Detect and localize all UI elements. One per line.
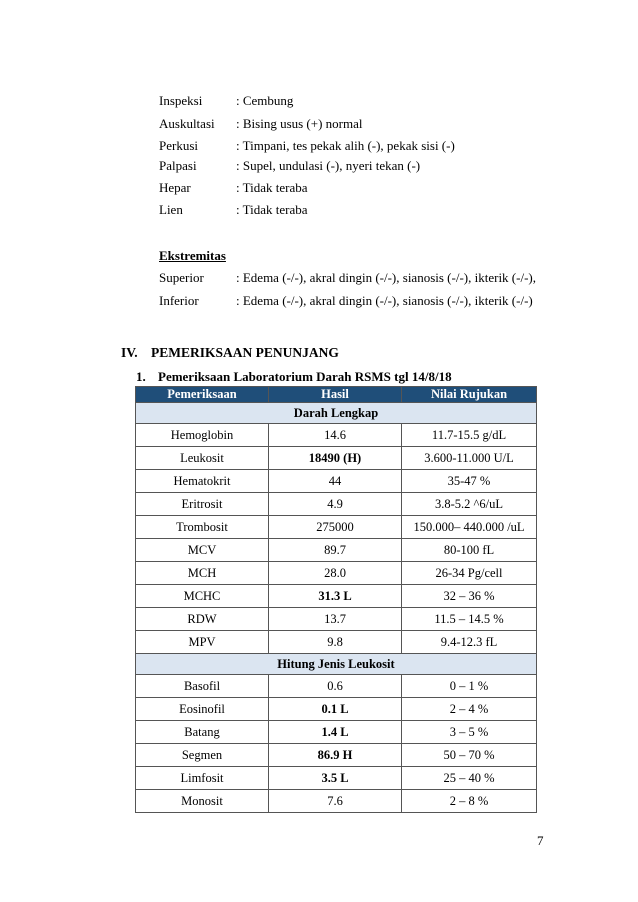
cell-reference: 9.4-12.3 fL <box>402 631 537 654</box>
cell-result: 14.6 <box>269 424 402 447</box>
section-number: IV. <box>121 345 138 360</box>
cell-result: 0.6 <box>269 675 402 698</box>
cell-result: 7.6 <box>269 790 402 813</box>
exam-label: Inspeksi <box>159 93 203 108</box>
exam-row-auskultasi <box>159 116 363 132</box>
cell-result: 13.7 <box>269 608 402 631</box>
cell-test: MCHC <box>136 585 269 608</box>
table-row <box>136 721 537 744</box>
exam-row-inspeksi <box>159 93 293 109</box>
cell-result: 0.1 L <box>269 698 402 721</box>
section-title: PEMERIKSAAN PENUNJANG <box>151 345 339 360</box>
cell-reference: 11.5 – 14.5 % <box>402 608 537 631</box>
cell-result: 28.0 <box>269 562 402 585</box>
cell-result: 9.8 <box>269 631 402 654</box>
table-row <box>136 631 537 654</box>
exam-label: Auskultasi <box>159 116 215 131</box>
header-nilai-rujukan: Nilai Rujukan <box>402 387 537 403</box>
table-row <box>136 698 537 721</box>
table-group-row <box>136 403 537 424</box>
exam-label: Perkusi <box>159 138 198 153</box>
exam-label: Palpasi <box>159 158 197 173</box>
cell-test: Limfosit <box>136 767 269 790</box>
cell-reference: 11.7-15.5 g/dL <box>402 424 537 447</box>
exam-value: : Timpani, tes pekak alih (-), pekak sisi (-) <box>236 138 455 153</box>
exam-row-hepar <box>159 180 308 196</box>
header-hasil: Hasil <box>269 387 402 403</box>
subsection-heading <box>136 369 452 385</box>
exam-row-superior <box>159 270 536 286</box>
cell-result: 18490 (H) <box>269 447 402 470</box>
cell-result: 4.9 <box>269 493 402 516</box>
table-row <box>136 470 537 493</box>
exam-value: : Cembung <box>236 93 294 108</box>
cell-reference: 35-47 % <box>402 470 537 493</box>
cell-test: Eosinofil <box>136 698 269 721</box>
cell-reference: 3.8-5.2 ^6/uL <box>402 493 537 516</box>
lab-table-body <box>136 403 537 813</box>
cell-reference: 32 – 36 % <box>402 585 537 608</box>
page-number: 7 <box>537 833 544 848</box>
cell-result: 86.9 H <box>269 744 402 767</box>
cell-reference: 150.000– 440.000 /uL <box>402 516 537 539</box>
group-title: Hitung Jenis Leukosit <box>136 654 537 675</box>
exam-value: : Tidak teraba <box>236 180 308 195</box>
cell-result: 44 <box>269 470 402 493</box>
cell-test: Trombosit <box>136 516 269 539</box>
table-row <box>136 744 537 767</box>
exam-value: : Supel, undulasi (-), nyeri tekan (-) <box>236 158 421 173</box>
section-heading <box>121 345 339 361</box>
cell-result: 3.5 L <box>269 767 402 790</box>
table-row <box>136 447 537 470</box>
cell-test: Eritrosit <box>136 493 269 516</box>
cell-test: MCV <box>136 539 269 562</box>
subsection-number: 1. <box>136 369 146 384</box>
cell-reference: 80-100 fL <box>402 539 537 562</box>
cell-test: Hematokrit <box>136 470 269 493</box>
cell-test: MPV <box>136 631 269 654</box>
exam-label: Superior <box>159 270 204 285</box>
cell-test: Segmen <box>136 744 269 767</box>
exam-value: : Tidak teraba <box>236 202 308 217</box>
exam-label: Inferior <box>159 293 199 308</box>
exam-label: Lien <box>159 202 183 217</box>
cell-test: Hemoglobin <box>136 424 269 447</box>
cell-test: Basofil <box>136 675 269 698</box>
cell-test: Leukosit <box>136 447 269 470</box>
cell-test: MCH <box>136 562 269 585</box>
exam-row-lien <box>159 202 308 218</box>
cell-reference: 0 – 1 % <box>402 675 537 698</box>
cell-result: 31.3 L <box>269 585 402 608</box>
table-row <box>136 493 537 516</box>
exam-row-inferior <box>159 293 533 309</box>
cell-reference: 50 – 70 % <box>402 744 537 767</box>
exam-row-perkusi <box>159 138 455 154</box>
cell-reference: 2 – 8 % <box>402 790 537 813</box>
lab-results-table <box>135 386 537 813</box>
table-row <box>136 585 537 608</box>
table-header-row <box>136 387 537 403</box>
table-row <box>136 608 537 631</box>
group-title: Darah Lengkap <box>136 403 537 424</box>
cell-reference: 3 – 5 % <box>402 721 537 744</box>
subsection-title: Pemeriksaan Laboratorium Darah RSMS tgl 14/8/18 <box>158 369 452 384</box>
exam-label: Hepar <box>159 180 191 195</box>
table-row <box>136 790 537 813</box>
table-row <box>136 675 537 698</box>
cell-reference: 25 – 40 % <box>402 767 537 790</box>
table-row <box>136 767 537 790</box>
exam-value: : Bising usus (+) normal <box>236 116 363 131</box>
cell-result: 1.4 L <box>269 721 402 744</box>
cell-result: 89.7 <box>269 539 402 562</box>
cell-test: Monosit <box>136 790 269 813</box>
table-row <box>136 562 537 585</box>
extremities-title: Ekstremitas <box>159 248 226 263</box>
exam-value: : Edema (-/-), akral dingin (-/-), sianosis (-/-), ikterik (-/-) <box>236 293 533 308</box>
table-row <box>136 539 537 562</box>
cell-test: RDW <box>136 608 269 631</box>
cell-result: 275000 <box>269 516 402 539</box>
exam-value: : Edema (-/-), akral dingin (-/-), sianosis (-/-), ikterik (-/-), <box>236 270 536 285</box>
cell-reference: 2 – 4 % <box>402 698 537 721</box>
table-row <box>136 424 537 447</box>
table-group-row <box>136 654 537 675</box>
header-pemeriksaan: Pemeriksaan <box>136 387 269 403</box>
cell-reference: 26-34 Pg/cell <box>402 562 537 585</box>
exam-row-palpasi <box>159 158 420 174</box>
cell-test: Batang <box>136 721 269 744</box>
table-row <box>136 516 537 539</box>
cell-reference: 3.600-11.000 U/L <box>402 447 537 470</box>
